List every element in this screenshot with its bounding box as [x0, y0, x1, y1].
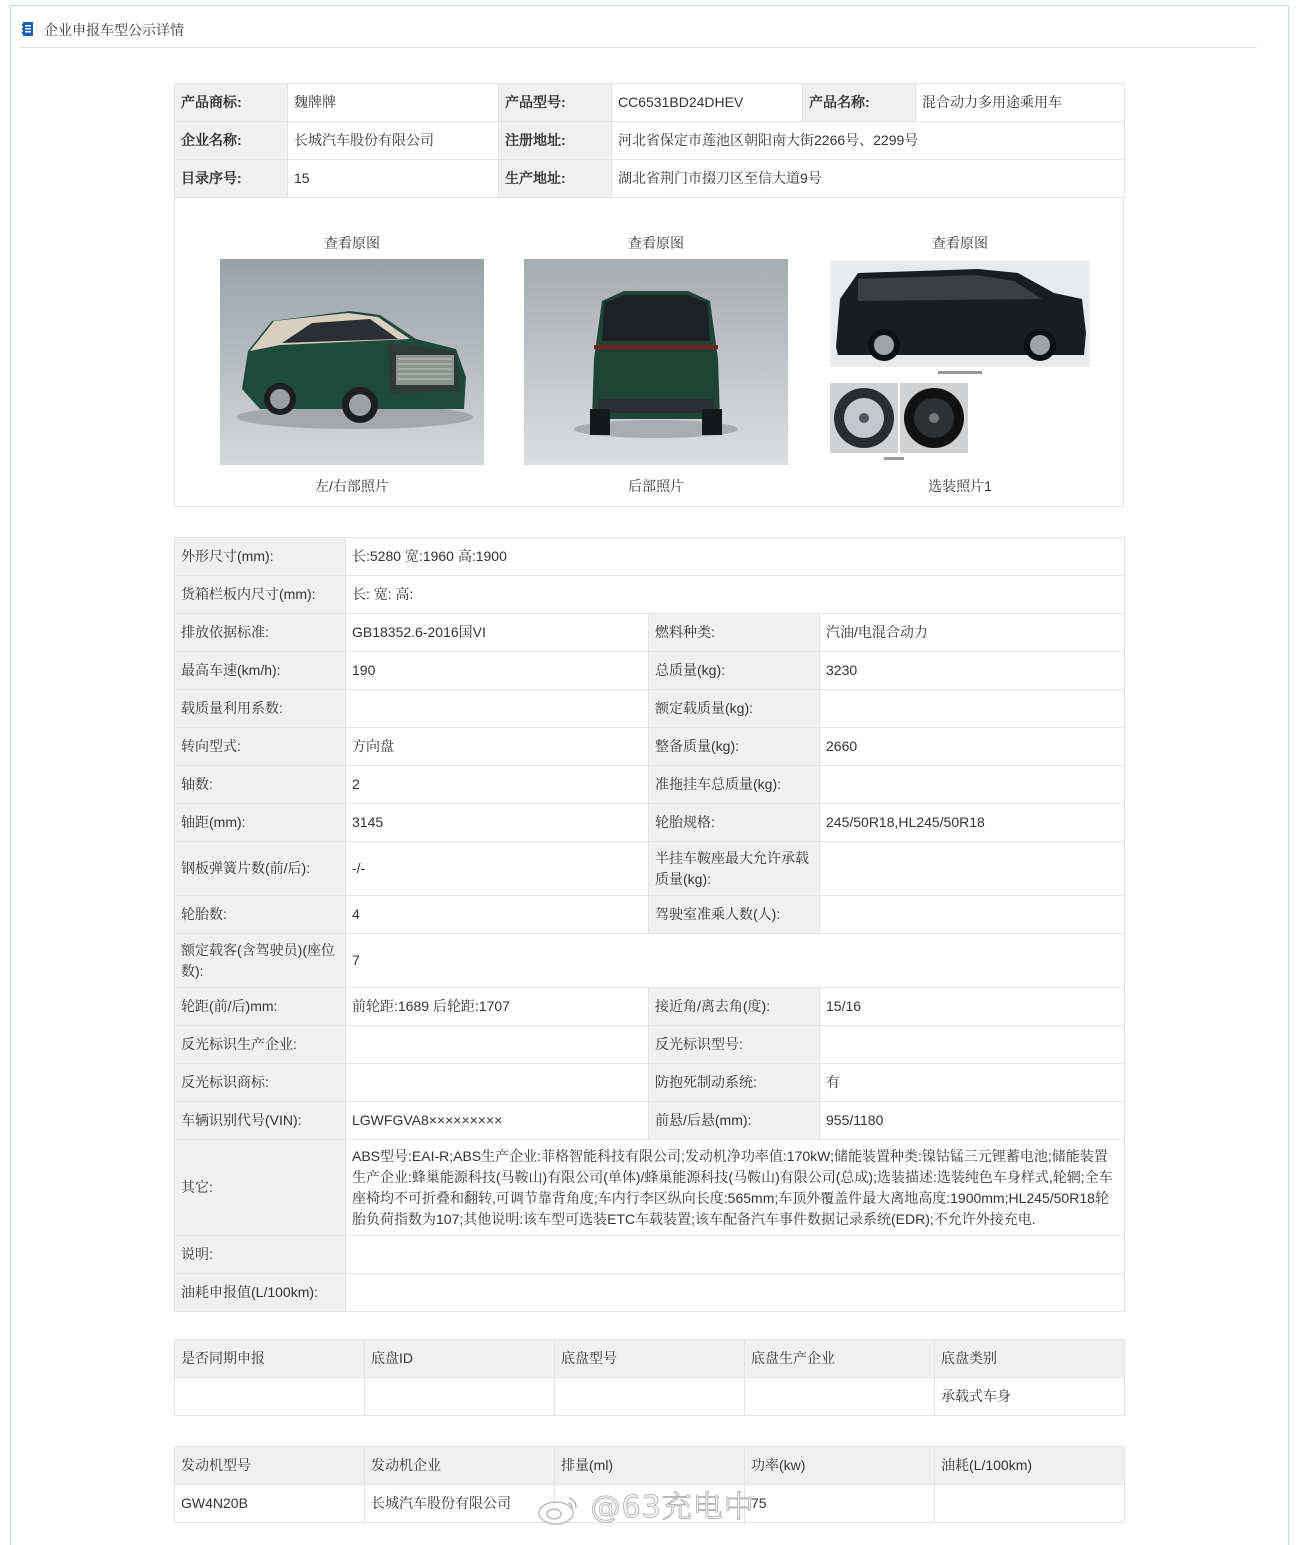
value-reg-address: 河北省保定市莲池区朝阳南大街2266号、2299号 [612, 122, 1125, 160]
table-cell [555, 1378, 745, 1416]
table-row [175, 160, 1125, 198]
label-catalog-no: 目录序号: [175, 160, 288, 198]
label-fuel-consumption: 油耗申报值(L/100km): [175, 1274, 346, 1312]
column-header: 油耗(L/100km) [935, 1447, 1125, 1485]
spec-value: 245/50R18,HL245/50R18 [820, 804, 1125, 842]
spec-value [346, 690, 649, 728]
label-passengers: 额定载客(含驾驶员)(座位数): [175, 934, 346, 988]
spec-value: 方向盘 [346, 728, 649, 766]
chassis-table [174, 1339, 1125, 1416]
spec-label: 车辆识别代号(VIN): [175, 1102, 346, 1140]
label-company: 企业名称: [175, 122, 288, 160]
spec-label: 反光标识生产企业: [175, 1026, 346, 1064]
spec-value [820, 1026, 1125, 1064]
spec-label: 轮胎规格: [649, 804, 820, 842]
spec-value: -/- [346, 842, 649, 896]
table-header-row [175, 1447, 1125, 1485]
label-trademark: 产品商标: [175, 84, 288, 122]
table-row [175, 1102, 1125, 1140]
spec-value: 955/1180 [820, 1102, 1125, 1140]
table-row [175, 576, 1125, 614]
spec-value: 190 [346, 652, 649, 690]
spec-label: 额定载质量(kg): [649, 690, 820, 728]
table-row [175, 1064, 1125, 1102]
label-reg-address: 注册地址: [499, 122, 612, 160]
spec-value: 15/16 [820, 988, 1125, 1026]
value-company: 长城汽车股份有限公司 [288, 122, 499, 160]
value-fuel-consumption [346, 1274, 1125, 1312]
spec-label: 反光标识商标: [175, 1064, 346, 1102]
column-header: 底盘ID [365, 1340, 555, 1378]
table-cell: 75 [745, 1485, 935, 1523]
spec-label: 钢板弹簧片数(前/后): [175, 842, 346, 896]
spec-value: 4 [346, 896, 649, 934]
car-front-side-image[interactable] [220, 259, 484, 465]
column-header: 排量(ml) [555, 1447, 745, 1485]
spec-label: 准拖挂车总质量(kg): [649, 766, 820, 804]
spec-label: 转向型式: [175, 728, 346, 766]
column-header: 是否同期申报 [175, 1340, 365, 1378]
table-header-row [175, 1340, 1125, 1378]
spec-value: LGWFGVA8××××××××× [346, 1102, 649, 1140]
column-header: 底盘类别 [935, 1340, 1125, 1378]
table-row [175, 1026, 1125, 1064]
label-model: 产品型号: [499, 84, 612, 122]
value-passengers: 7 [346, 934, 1125, 988]
table-row [175, 84, 1125, 122]
value-product-name: 混合动力多用途乘用车 [916, 84, 1125, 122]
spec-value: 前轮距:1689 后轮距:1707 [346, 988, 649, 1026]
table-row [175, 538, 1125, 576]
table-row [175, 934, 1125, 988]
view-original-link[interactable]: 查看原图 [324, 235, 380, 251]
spec-label: 前悬/后悬(mm): [649, 1102, 820, 1140]
table-row [175, 1274, 1125, 1312]
spec-value: 3145 [346, 804, 649, 842]
spec-label: 最高车速(km/h): [175, 652, 346, 690]
spec-label: 排放依据标准: [175, 614, 346, 652]
label-note: 说明: [175, 1236, 346, 1274]
table-cell [555, 1485, 745, 1523]
table-cell [935, 1485, 1125, 1523]
spec-label: 轴数: [175, 766, 346, 804]
value-cargo-dimensions: 长: 宽: 高: [346, 576, 1125, 614]
table-row [175, 1236, 1125, 1274]
label-cargo-dimensions: 货箱栏板内尺寸(mm): [175, 576, 346, 614]
spec-value [820, 690, 1125, 728]
spec-value: 3230 [820, 652, 1125, 690]
photo-gallery [174, 197, 1124, 507]
engine-table [174, 1446, 1125, 1523]
table-row [175, 614, 1125, 652]
spec-value [346, 1064, 649, 1102]
label-dimensions: 外形尺寸(mm): [175, 538, 346, 576]
spec-value [346, 1026, 649, 1064]
spec-label: 接近角/离去角(度): [649, 988, 820, 1026]
value-dimensions: 长:5280 宽:1960 高:1900 [346, 538, 1125, 576]
view-original-link[interactable]: 查看原图 [628, 235, 684, 251]
spec-value: 2 [346, 766, 649, 804]
car-rear-image[interactable] [524, 259, 788, 465]
spec-label: 轮胎数: [175, 896, 346, 934]
spec-value: 汽油/电混合动力 [820, 614, 1125, 652]
table-cell: 承载式车身 [935, 1378, 1125, 1416]
page-header [20, 16, 1257, 48]
table-row [175, 988, 1125, 1026]
spec-label: 燃料种类: [649, 614, 820, 652]
view-original-link[interactable]: 查看原图 [932, 235, 988, 251]
spec-label: 防抱死制动系统: [649, 1064, 820, 1102]
spec-value: 2660 [820, 728, 1125, 766]
label-product-name: 产品名称: [803, 84, 916, 122]
label-other: 其它: [175, 1140, 346, 1236]
table-cell [175, 1378, 365, 1416]
car-optional-image[interactable] [828, 259, 1092, 465]
spec-value [820, 766, 1125, 804]
photo-caption: 选装照片1 [928, 478, 992, 494]
table-row [175, 728, 1125, 766]
table-row [175, 1378, 1125, 1416]
photo-caption: 左/右部照片 [315, 478, 389, 494]
table-row [175, 896, 1125, 934]
table-row [175, 1140, 1125, 1236]
column-header: 底盘型号 [555, 1340, 745, 1378]
table-cell: 长城汽车股份有限公司 [365, 1485, 555, 1523]
value-catalog-no: 15 [288, 160, 499, 198]
spec-label: 载质量利用系数: [175, 690, 346, 728]
column-header: 底盘生产企业 [745, 1340, 935, 1378]
basic-info-table [174, 83, 1125, 198]
table-cell [365, 1378, 555, 1416]
table-row [175, 766, 1125, 804]
table-row [175, 690, 1125, 728]
column-header: 发动机型号 [175, 1447, 365, 1485]
spec-label: 轮距(前/后)mm: [175, 988, 346, 1026]
table-row [175, 122, 1125, 160]
table-cell [745, 1378, 935, 1416]
value-note [346, 1236, 1125, 1274]
spec-label: 总质量(kg): [649, 652, 820, 690]
column-header: 发动机企业 [365, 1447, 555, 1485]
table-cell: GW4N20B [175, 1485, 365, 1523]
specs-table [174, 537, 1125, 1312]
value-model: CC6531BD24DHEV [612, 84, 803, 122]
column-header: 功率(kw) [745, 1447, 935, 1485]
spec-value: GB18352.6-2016国VI [346, 614, 649, 652]
spec-label: 轴距(mm): [175, 804, 346, 842]
table-row [175, 1485, 1125, 1523]
watermark-text: @63充电中 [590, 1490, 755, 1525]
photo-caption: 后部照片 [628, 478, 684, 494]
label-prod-address: 生产地址: [499, 160, 612, 198]
table-row [175, 652, 1125, 690]
table-row [175, 804, 1125, 842]
document-icon [22, 22, 34, 36]
spec-label: 驾驶室准乘人数(人): [649, 896, 820, 934]
page-title: 企业申报车型公示详情 [44, 22, 184, 38]
spec-label: 半挂车鞍座最大允许承载质量(kg): [649, 842, 820, 896]
spec-value: 有 [820, 1064, 1125, 1102]
spec-value [820, 842, 1125, 896]
value-prod-address: 湖北省荆门市掇刀区至信大道9号 [612, 160, 1125, 198]
spec-label: 反光标识型号: [649, 1026, 820, 1064]
spec-label: 整备质量(kg): [649, 728, 820, 766]
table-row [175, 842, 1125, 896]
spec-value [820, 896, 1125, 934]
value-trademark: 魏牌牌 [288, 84, 499, 122]
value-other: ABS型号:EAI-R;ABS生产企业:菲格智能科技有限公司;发动机净功率值:170kW;储能装置种类:镍钴锰三元锂蓄电池;储能装置生产企业:蜂巢能源科技(马鞍山)有限公司(单体)/蜂巢能源科技(马鞍山)有限公司(总成);选装描述:选装纯色车身样式,轮辋;全车座椅均不可折叠和翻转,可调节靠背角度;车内行李区纵向长度:565mm;车顶外覆盖件最大离地高度:1900mm;HL245/50R18轮胎负荷指数为107;其他说明:该车型可选装ETC车载装置;该车配备汽车事件数据记录系统(EDR);不允许外接充电. [346, 1140, 1125, 1236]
